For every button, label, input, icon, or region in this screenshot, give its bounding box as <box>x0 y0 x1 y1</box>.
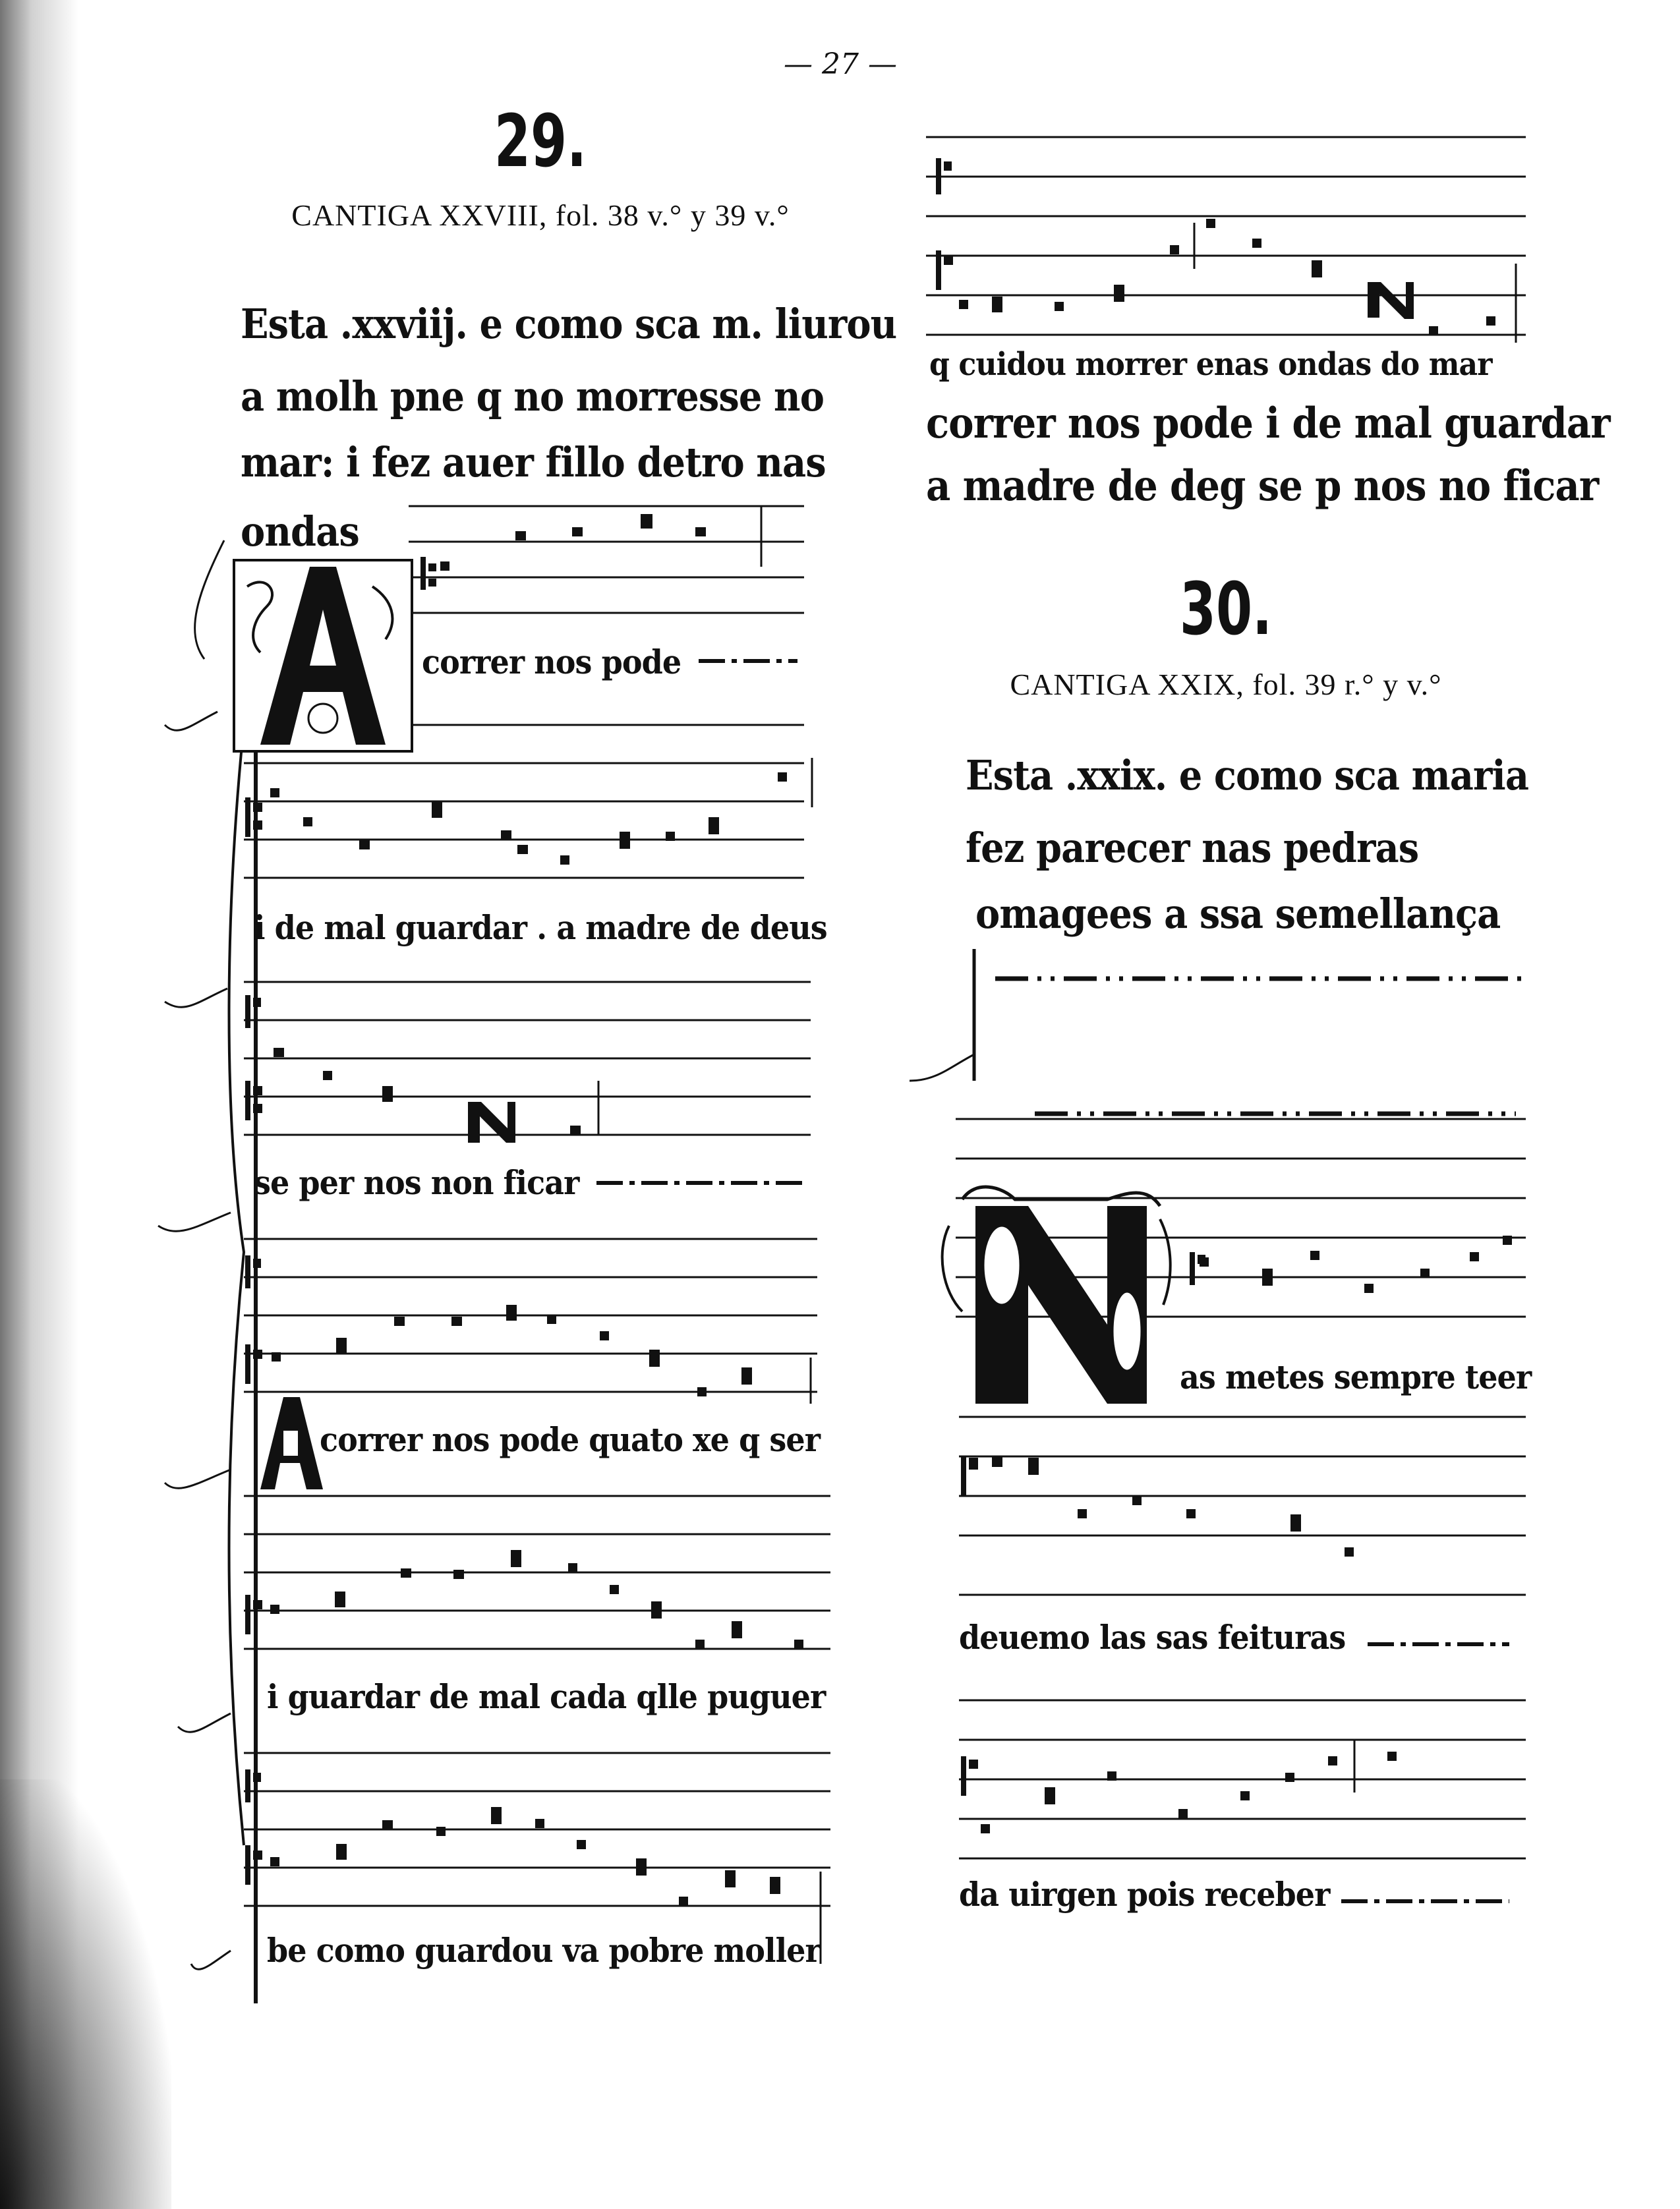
lyric-line: q cuidou morrer enas ondas do mar <box>929 346 1492 383</box>
staff-lines <box>244 1239 817 1392</box>
initial-a-icon <box>254 1391 326 1496</box>
lyric-line-large: correr nos pode i de mal guardar <box>926 399 1610 448</box>
staff-lines <box>244 1753 830 1906</box>
lyric-line: i guardar de mal cada qlle puguer <box>267 1677 826 1716</box>
cantiga-30-rubric-line: fez parecer nas pedras <box>966 824 1419 872</box>
lyric-line: correr nos pode quato xe q ser <box>320 1420 821 1459</box>
cantiga-29-rubric-line: Esta .xxviij. e como sca m. liurou <box>241 300 897 348</box>
cantiga-30-number: 30. <box>1179 567 1273 651</box>
lyric-line: correr nos pode <box>422 643 681 681</box>
staff-lines <box>926 137 1526 335</box>
illuminated-initial-a-icon <box>221 547 425 764</box>
cantiga-29-rubric-line: mar: i fez auer fillo detro nas <box>241 438 826 486</box>
cantiga-30-reference: CANTIGA XXIX, fol. 39 r.° y v.° <box>1010 668 1442 701</box>
cantiga-30-rubric-line: omagees a ssa semellança <box>975 890 1501 938</box>
clef-icons <box>245 158 1205 1885</box>
cantiga-30-rubric-line: Esta .xxix. e como sca maria <box>966 751 1529 799</box>
lyric-line: se per nos non ficar <box>254 1163 579 1202</box>
illuminated-initial-n-icon <box>936 1160 1180 1410</box>
staff-lines <box>959 1417 1526 1595</box>
cantiga-29-number: 29. <box>494 99 587 183</box>
lyric-line-large: a madre de deg se p nos no ficar <box>926 461 1599 511</box>
page-number: — 27 — <box>784 47 897 81</box>
cantiga-29-rubric-line: a molh pne q no morresse no <box>241 372 825 420</box>
lyric-line: da uirgen pois receber <box>959 1875 1330 1914</box>
staff-lines <box>409 506 804 613</box>
dotted-staff <box>995 979 1526 1114</box>
lyric-line: i de mal guardar . a madre de deus <box>254 908 827 947</box>
staff-lines <box>244 1496 830 1649</box>
staff-lines <box>959 1700 1526 1858</box>
lyric-line: as metes sempre teer <box>1180 1358 1532 1396</box>
lyric-line: deuemo las sas feituras <box>959 1618 1346 1657</box>
staff-lines <box>244 982 811 1135</box>
lyric-line: be como guardou va pobre moller <box>267 1931 821 1970</box>
cantiga-29-rubric-line: ondas <box>241 507 359 556</box>
cantiga-29-reference: CANTIGA XXVIII, fol. 38 v.° y 39 v.° <box>291 198 790 232</box>
neume-notes <box>270 219 1512 1906</box>
